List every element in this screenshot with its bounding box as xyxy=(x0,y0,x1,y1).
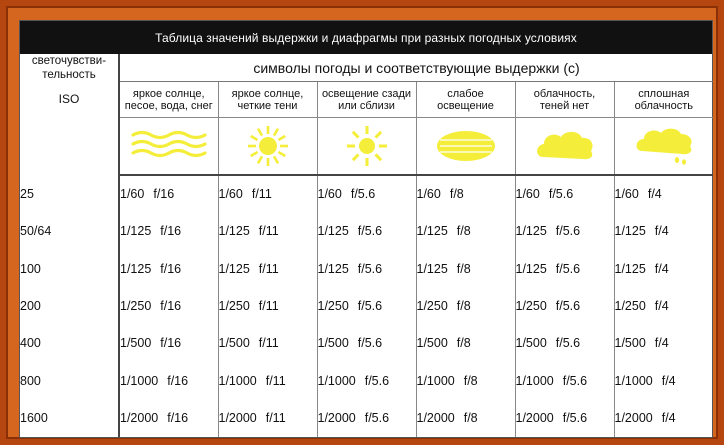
exposure-cell xyxy=(614,325,713,362)
shutter-speed: 1/500 xyxy=(120,336,152,351)
aperture: f/16 xyxy=(167,373,189,388)
hazy-sun-icon xyxy=(417,128,515,164)
aperture: f/11 xyxy=(265,373,286,388)
aperture: f/4 xyxy=(661,373,676,388)
condition-line1: яркое солнце, xyxy=(231,87,304,100)
exposure-cell xyxy=(218,362,317,399)
exposure-table xyxy=(20,54,713,437)
table-row xyxy=(20,175,713,212)
aperture: f/11 xyxy=(258,298,279,313)
table-row xyxy=(20,362,713,399)
table-row xyxy=(20,325,713,362)
shutter-speed: 1/500 xyxy=(614,336,646,351)
shutter-speed: 1/60 xyxy=(120,187,145,202)
aperture: f/8 xyxy=(456,298,471,313)
aperture: f/16 xyxy=(160,224,182,239)
aperture: f/5.6 xyxy=(364,411,390,426)
exposure-cell xyxy=(416,362,515,399)
exposure-cell xyxy=(614,362,713,399)
iso-value: 400 xyxy=(20,325,119,362)
iso-value: 25 xyxy=(20,175,119,212)
condition-line1: облачность, xyxy=(533,87,596,100)
shutter-speed: 1/2000 xyxy=(218,411,257,426)
aperture: f/4 xyxy=(654,298,669,313)
symbols-header: символы погоды и соответствующие выдержки (с) xyxy=(119,54,713,82)
iso-value: 200 xyxy=(20,287,119,324)
aperture: f/8 xyxy=(456,224,471,239)
exposure-cell xyxy=(218,212,317,249)
aperture: f/5.6 xyxy=(555,336,581,351)
exposure-cell xyxy=(317,362,416,399)
shutter-speed: 1/60 xyxy=(515,187,540,202)
condition-line1: яркое солнце, xyxy=(132,87,205,100)
shutter-speed: 1/1000 xyxy=(416,373,455,388)
shutter-speed: 1/250 xyxy=(218,298,250,313)
aperture: f/11 xyxy=(258,224,279,239)
shutter-speed: 1/2000 xyxy=(120,411,159,426)
aperture: f/11 xyxy=(251,187,272,202)
condition-header xyxy=(119,82,218,118)
weather-symbol-cell xyxy=(515,118,614,176)
table-row xyxy=(20,212,713,249)
exposure-cell xyxy=(119,175,218,212)
shutter-speed: 1/60 xyxy=(317,187,342,202)
aperture: f/16 xyxy=(160,261,182,276)
table-row xyxy=(20,250,713,287)
weather-symbol-cell xyxy=(119,118,218,176)
aperture: f/4 xyxy=(654,261,669,276)
shutter-speed: 1/125 xyxy=(317,261,349,276)
shutter-speed: 1/2000 xyxy=(614,411,653,426)
condition-header xyxy=(515,82,614,118)
exposure-cell xyxy=(515,250,614,287)
shutter-speed: 1/125 xyxy=(515,261,547,276)
exposure-cell xyxy=(416,250,515,287)
aperture: f/5.6 xyxy=(548,187,574,202)
shutter-speed: 1/1000 xyxy=(515,373,554,388)
aperture: f/5.6 xyxy=(555,261,581,276)
exposure-cell xyxy=(614,175,713,212)
waves-icon xyxy=(120,129,218,163)
exposure-cell xyxy=(119,362,218,399)
condition-line2: или сблизи xyxy=(338,99,395,112)
aperture: f/11 xyxy=(258,336,279,351)
aperture: f/11 xyxy=(265,411,286,426)
exposure-cell xyxy=(218,250,317,287)
aperture: f/5.6 xyxy=(357,298,383,313)
shutter-speed: 1/60 xyxy=(218,187,243,202)
shutter-speed: 1/500 xyxy=(515,336,547,351)
exposure-cell xyxy=(515,175,614,212)
table-title: Таблица значений выдержки и диафрагмы при разных погодных условиях xyxy=(20,21,712,54)
aperture: f/16 xyxy=(153,187,175,202)
shutter-speed: 1/1000 xyxy=(218,373,257,388)
shutter-speed: 1/125 xyxy=(416,224,448,239)
shutter-speed: 1/125 xyxy=(218,261,250,276)
exposure-cell xyxy=(515,362,614,399)
exposure-cell xyxy=(119,287,218,324)
exposure-cell xyxy=(119,325,218,362)
exposure-cell xyxy=(515,287,614,324)
shutter-speed: 1/125 xyxy=(120,224,152,239)
shutter-speed: 1/500 xyxy=(317,336,349,351)
shutter-speed: 1/500 xyxy=(218,336,250,351)
aperture: f/4 xyxy=(654,224,669,239)
aperture: f/5.6 xyxy=(357,336,383,351)
aperture: f/5.6 xyxy=(357,261,383,276)
aperture: f/5.6 xyxy=(555,298,581,313)
exposure-cell xyxy=(614,212,713,249)
exposure-cell xyxy=(119,400,218,437)
iso-header-label: ISO xyxy=(58,92,80,106)
condition-header xyxy=(416,82,515,118)
weather-symbol-cell xyxy=(317,118,416,176)
condition-line2: теней нет xyxy=(539,99,590,112)
weather-symbol-cell xyxy=(614,118,713,176)
condition-line1: сплошная xyxy=(638,87,690,100)
exposure-cell xyxy=(614,287,713,324)
condition-line1: слабое xyxy=(447,87,484,100)
iso-value: 50/64 xyxy=(20,212,119,249)
iso-header-line1: светочувстви- xyxy=(31,55,107,67)
exposure-cell xyxy=(515,212,614,249)
exposure-table-panel xyxy=(19,20,713,438)
aperture: f/5.6 xyxy=(555,224,581,239)
exposure-cell xyxy=(218,400,317,437)
condition-line2: освещение xyxy=(437,99,494,112)
exposure-cell xyxy=(416,400,515,437)
shutter-speed: 1/2000 xyxy=(515,411,554,426)
iso-value: 1600 xyxy=(20,400,119,437)
shutter-speed: 1/125 xyxy=(317,224,349,239)
aperture: f/5.6 xyxy=(357,224,383,239)
condition-header xyxy=(614,82,713,118)
shutter-speed: 1/250 xyxy=(416,298,448,313)
iso-column-header xyxy=(20,54,119,175)
shutter-speed: 1/250 xyxy=(317,298,349,313)
shutter-speed: 1/250 xyxy=(120,298,152,313)
aperture: f/11 xyxy=(258,261,279,276)
condition-line2: песое, вода, снег xyxy=(124,99,213,112)
shutter-speed: 1/60 xyxy=(614,187,639,202)
exposure-cell xyxy=(119,250,218,287)
shutter-speed: 1/250 xyxy=(515,298,547,313)
weather-symbol-cell xyxy=(218,118,317,176)
aperture: f/8 xyxy=(463,411,478,426)
aperture: f/4 xyxy=(647,187,662,202)
cloud-icon xyxy=(516,127,614,165)
exposure-cell xyxy=(416,175,515,212)
shutter-speed: 1/2000 xyxy=(317,411,356,426)
exposure-cell xyxy=(317,175,416,212)
condition-line2: облачность xyxy=(634,99,693,112)
exposure-cell xyxy=(317,400,416,437)
exposure-cell xyxy=(218,287,317,324)
shutter-speed: 1/1000 xyxy=(120,373,159,388)
table-row xyxy=(20,287,713,324)
aperture: f/16 xyxy=(160,298,182,313)
exposure-cell xyxy=(218,175,317,212)
condition-line2: четкие тени xyxy=(237,99,298,112)
aperture: f/8 xyxy=(456,336,471,351)
exposure-cell xyxy=(416,325,515,362)
exposure-cell xyxy=(119,212,218,249)
aperture: f/5.6 xyxy=(364,373,390,388)
shutter-speed: 1/1000 xyxy=(614,373,653,388)
iso-value: 800 xyxy=(20,362,119,399)
exposure-cell xyxy=(317,250,416,287)
rain-cloud-icon xyxy=(615,125,714,167)
exposure-cell xyxy=(317,212,416,249)
aperture: f/8 xyxy=(456,261,471,276)
shutter-speed: 1/250 xyxy=(614,298,646,313)
aperture: f/5.6 xyxy=(562,411,588,426)
exposure-cell xyxy=(614,250,713,287)
shutter-speed: 1/125 xyxy=(416,261,448,276)
exposure-cell xyxy=(416,212,515,249)
exposure-cell xyxy=(515,400,614,437)
aperture: f/5.6 xyxy=(350,187,376,202)
shutter-speed: 1/2000 xyxy=(416,411,455,426)
table-row xyxy=(20,400,713,437)
aperture: f/8 xyxy=(463,373,478,388)
shutter-speed: 1/125 xyxy=(614,224,646,239)
exposure-cell xyxy=(614,400,713,437)
iso-value: 100 xyxy=(20,250,119,287)
aperture: f/16 xyxy=(160,336,182,351)
condition-header xyxy=(218,82,317,118)
aperture: f/4 xyxy=(661,411,676,426)
shutter-speed: 1/60 xyxy=(416,187,441,202)
shutter-speed: 1/125 xyxy=(218,224,250,239)
exposure-cell xyxy=(416,287,515,324)
aperture: f/5.6 xyxy=(562,373,588,388)
backlit-sun-icon xyxy=(318,125,416,167)
exposure-cell xyxy=(317,325,416,362)
shutter-speed: 1/1000 xyxy=(317,373,356,388)
bright-sun-icon xyxy=(219,125,317,167)
shutter-speed: 1/500 xyxy=(416,336,448,351)
exposure-cell xyxy=(218,325,317,362)
iso-header-line2: тельность xyxy=(42,69,96,81)
shutter-speed: 1/125 xyxy=(120,261,152,276)
condition-header xyxy=(317,82,416,118)
shutter-speed: 1/125 xyxy=(515,224,547,239)
shutter-speed: 1/125 xyxy=(614,261,646,276)
aperture: f/8 xyxy=(449,187,464,202)
aperture: f/16 xyxy=(167,411,189,426)
aperture: f/4 xyxy=(654,336,669,351)
exposure-cell xyxy=(317,287,416,324)
condition-line1: освещение сзади xyxy=(321,87,412,100)
outer-frame xyxy=(6,6,718,439)
exposure-cell xyxy=(515,325,614,362)
weather-symbol-cell xyxy=(416,118,515,176)
